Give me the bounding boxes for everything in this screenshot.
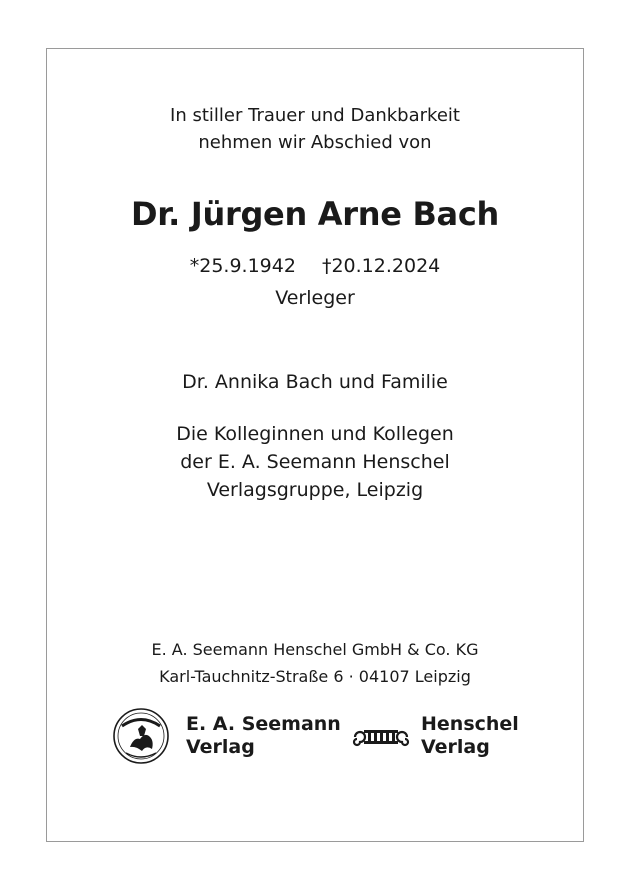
- intro-line-2: nehmen wir Abschied von: [198, 132, 432, 153]
- henschel-logo-line-2: Verlag: [421, 736, 490, 758]
- seemann-logo-line-1: E. A. Seemann: [186, 713, 341, 735]
- life-dates: [46, 252, 584, 280]
- colleagues-line-1: Die Kolleginnen und Kollegen: [176, 423, 454, 445]
- seemann-logo-text: [186, 713, 341, 759]
- intro-line-1: In stiller Trauer und Dankbarkeit: [170, 105, 460, 126]
- profession: Verleger: [275, 287, 355, 309]
- intro-text: [46, 102, 584, 156]
- company-address: Karl-Tauchnitz-Straße 6 · 04107 Leipzig: [159, 667, 471, 686]
- colleagues-line-2: der E. A. Seemann Henschel: [180, 451, 450, 473]
- company-info: [46, 636, 584, 690]
- mourners-colleagues: [46, 420, 584, 504]
- seemann-logo-line-2: Verlag: [186, 736, 255, 758]
- henschel-logo-text: [421, 713, 519, 759]
- death-date: †20.12.2024: [321, 255, 441, 277]
- deceased-name: Dr. Jürgen Arne Bach: [131, 195, 499, 233]
- mourners-family: Dr. Annika Bach und Familie: [182, 371, 448, 393]
- colleagues-line-3: Verlagsgruppe, Leipzig: [206, 479, 424, 501]
- henschel-logo-line-1: Henschel: [421, 713, 519, 735]
- birth-date: *25.9.1942: [189, 255, 296, 277]
- seal-icon: [112, 707, 170, 765]
- column-capital-icon: [350, 726, 412, 748]
- company-name: E. A. Seemann Henschel GmbH & Co. KG: [151, 640, 479, 659]
